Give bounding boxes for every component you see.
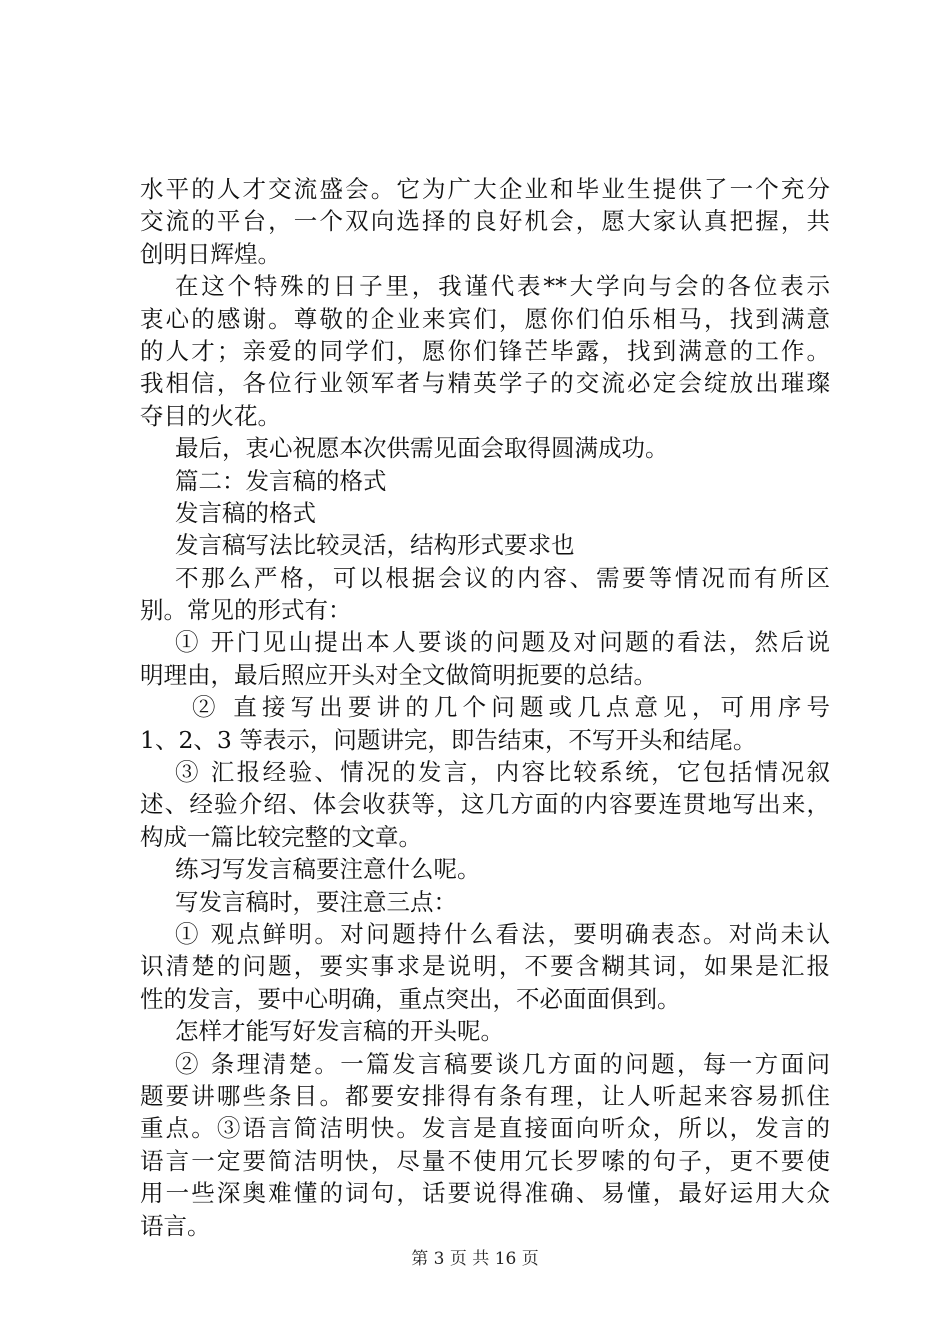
text-line: 识清楚的问题，要实事求是说明，不要含糊其词，如果是汇报 — [140, 952, 830, 981]
text-line: 题要讲哪些条目。都要安排得有条有理，让人听起来容易抓住 — [140, 1081, 830, 1110]
text-line: 重点。③语言简洁明快。发言是直接面向听众，所以，发言的 — [140, 1114, 830, 1143]
list-item: ② 条理清楚。一篇发言稿要谈几方面的问题，每一方面问 — [175, 1049, 830, 1078]
text-line: 练习写发言稿要注意什么呢。 — [175, 855, 481, 884]
text-line: 构成一篇比较完整的文章。 — [140, 822, 422, 851]
list-item: ① 观点鲜明。对问题持什么看法，要明确表态。对尚未认 — [175, 919, 830, 948]
text-line: 发言稿的格式 — [175, 498, 316, 527]
page-footer: 第 3 页 共 16 页 — [411, 1249, 539, 1269]
text-line: 发言稿写法比较灵活，结构形式要求也 — [175, 531, 575, 560]
text-line: 明理由，最后照应开头对全文做简明扼要的总结。 — [140, 660, 657, 689]
list-item: ② 直接写出要讲的几个问题或几点意见，可用序号 — [192, 693, 830, 722]
text-line: 1、2、3 等表示，问题讲完，即告结束，不写开头和结尾。 — [140, 725, 757, 754]
text-line: 述、经验介绍、体会收获等，这几方面的内容要连贯地写出来， — [140, 790, 830, 819]
text-line: 衷心的感谢。尊敬的企业来宾们，愿你们伯乐相马，找到满意 — [140, 304, 830, 333]
text-line: 语言一定要简洁明快，尽量不使用冗长罗嗦的句子，更不要使 — [140, 1146, 830, 1175]
text-line: 最后，衷心祝愿本次供需见面会取得圆满成功。 — [175, 434, 669, 463]
text-line: 写发言稿时，要注意三点： — [175, 887, 457, 916]
text-line: 语言。 — [140, 1211, 211, 1240]
document-body — [140, 173, 830, 1242]
list-item: ③ 汇报经验、情况的发言，内容比较系统，它包括情况叙 — [175, 758, 830, 787]
text-line: 性的发言，要中心明确，重点突出，不必面面俱到。 — [140, 984, 681, 1013]
list-item: ① 开门见山提出本人要谈的问题及对问题的看法，然后说 — [175, 628, 830, 657]
text-line: 别。常见的形式有： — [140, 596, 352, 625]
text-line: 用一些深奥难懂的词句，话要说得准确、易懂，最好运用大众 — [140, 1179, 830, 1208]
text-line: 创明日辉煌。 — [140, 239, 281, 268]
text-line: 的人才；亲爱的同学们，愿你们锋芒毕露，找到满意的工作。 — [140, 336, 830, 365]
text-line: 夺目的火花。 — [140, 401, 281, 430]
text-line: 怎样才能写好发言稿的开头呢。 — [175, 1017, 504, 1046]
text-line: 在这个特殊的日子里，我谨代表**大学向与会的各位表示 — [175, 272, 830, 301]
text-line: 水平的人才交流盛会。它为广大企业和毕业生提供了一个充分 — [140, 175, 830, 203]
text-line: 我相信，各位行业领军者与精英学子的交流必定会绽放出璀璨 — [140, 369, 830, 398]
text-line: 交流的平台，一个双向选择的良好机会，愿大家认真把握，共 — [140, 207, 830, 236]
section-heading: 篇二：发言稿的格式 — [175, 466, 387, 495]
text-line: 不那么严格，可以根据会议的内容、需要等情况而有所区 — [175, 563, 830, 592]
